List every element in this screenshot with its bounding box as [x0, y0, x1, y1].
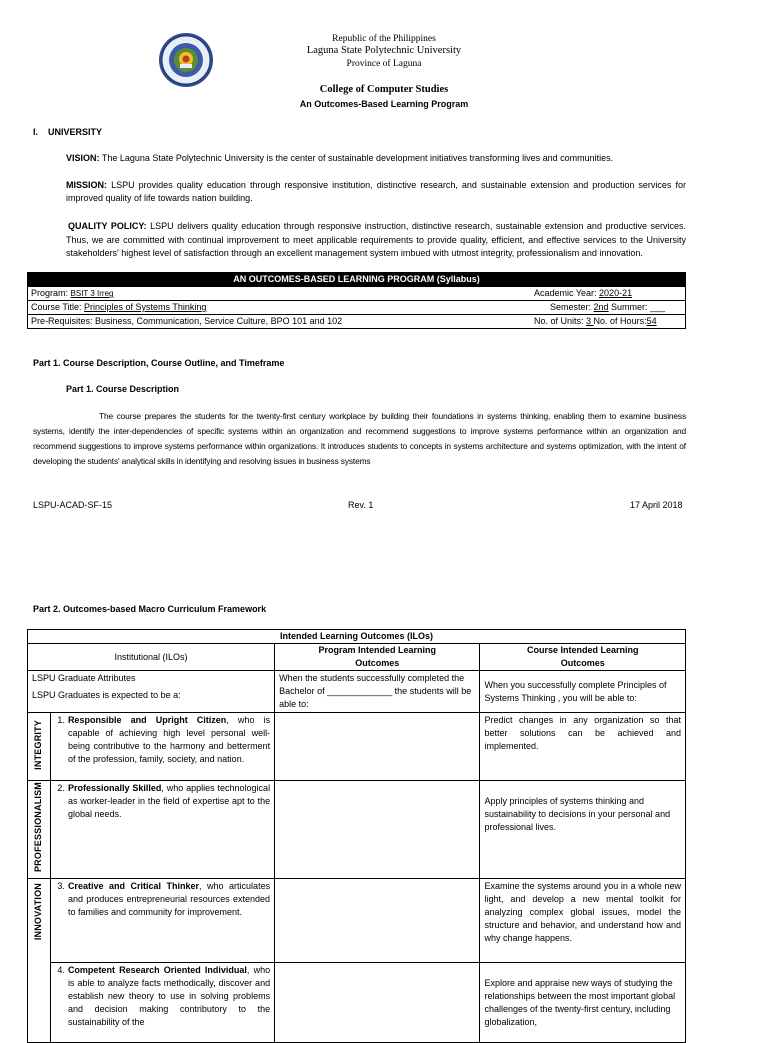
- program-outcome-4: [275, 963, 480, 1043]
- category-professionalism-label: PROFESSIONALISM: [33, 782, 44, 873]
- vision-paragraph: [66, 152, 686, 164]
- part1-subtitle: Part 1. Course Description: [66, 384, 180, 394]
- ilo-table: [27, 629, 686, 1043]
- category-integrity-label: INTEGRITY: [33, 719, 44, 770]
- hours-label: No. of Hours:: [593, 316, 647, 326]
- semester-label: Semester:: [550, 302, 594, 312]
- academic-year-label: Academic Year:: [534, 288, 600, 298]
- header-province: Province of Laguna: [346, 59, 422, 69]
- summer-value: ___: [650, 302, 666, 312]
- item-title: Responsible and Upright Citizen: [67, 715, 227, 725]
- footer-form-code: LSPU-ACAD-SF-15: [33, 500, 113, 510]
- program-outcome-3: [275, 879, 480, 963]
- course-title-label: Course Title:: [31, 302, 85, 312]
- col-program-header: Program Intended Learning Outcomes: [275, 644, 480, 671]
- units-label: No. of Units:: [534, 316, 587, 326]
- academic-year-value: 2020-21: [599, 288, 633, 298]
- course-title-value: Principles of Systems Thinking: [84, 302, 207, 312]
- program-label: Program:: [31, 288, 71, 298]
- item-text: , who is capable of achieving high level personal well-being contributive to the harmony and betterment of the profession, family, society, and nation.: [67, 715, 271, 764]
- program-outcome-1: [275, 713, 480, 781]
- item-text: , who articulates and produces entrepreneurial resources extended to families and community for improvement.: [67, 881, 271, 917]
- semester-value: 2nd: [593, 302, 609, 312]
- mission-paragraph: [66, 179, 686, 205]
- section-university-title: I. UNIVERSITY: [33, 127, 103, 137]
- quality-policy-text: LSPU delivers quality education through responsive instruction, distinctive research, sustainable extension and productive services. Thus, we are committed with continual improvement to meet applicable requirements to provide quality, efficient, and effective services to the University stakeholders' highest level of satisfaction through an excellent management system imbued with utmost integrity, professionalism and innovation.: [66, 221, 686, 258]
- ilo-table-title: Intended Learning Outcomes (ILOs): [28, 630, 686, 644]
- item-title: Creative and Critical Thinker: [67, 881, 200, 891]
- header-line1: Republic of the Philippines: [332, 34, 436, 44]
- prerequisites-cell: Pre-Requisites: Business, Communication, Service Culture, BPO 101 and 102: [28, 315, 535, 329]
- item-text: , who is able to analyze facts methodically, discover and establish new theory to use in solving problems and decision making contributory to the sustainability of the: [67, 965, 271, 1027]
- program-cell: [28, 287, 535, 301]
- syllabus-banner: AN OUTCOMES-BASED LEARNING PROGRAM (Syllabus): [27, 272, 686, 286]
- course-outcome-1: Predict changes in any organization so that better solutions can be achieved and implemented.: [480, 713, 686, 781]
- col-course-header: Course Intended Learning Outcomes: [480, 644, 686, 671]
- semester-cell: [534, 301, 686, 315]
- header-university: Laguna State Polytechnic University: [306, 45, 462, 56]
- footer-date: 17 April 2018: [630, 500, 683, 510]
- course-outcome-2: Apply principles of systems thinking and sustainability to decisions in your personal and professional lives.: [480, 781, 686, 879]
- header-college: College of Computer Studies: [319, 84, 449, 95]
- program-value: BSIT 3 Irreg: [70, 289, 114, 298]
- category-professionalism: [28, 781, 51, 879]
- item-number: 3.: [57, 881, 65, 891]
- category-innovation-label: INNOVATION: [33, 883, 44, 941]
- institutional-item-1: [50, 713, 274, 781]
- item-number: 2.: [57, 783, 65, 793]
- program-outcome-2: [275, 781, 480, 879]
- graduate-attributes-label: LSPU Graduate Attributes: [32, 673, 136, 683]
- graduate-attributes-cell: [28, 671, 275, 713]
- item-text: , who applies technological as worker-leader in the field of expertise apt to the global needs.: [67, 783, 271, 819]
- part2-title: Part 2. Outcomes-based Macro Curriculum Framework: [33, 604, 267, 614]
- mission-text: LSPU provides quality education through responsive institution, distinctive research, and sustainable extension and production services for improved quality of life towards nation building.: [66, 180, 686, 203]
- item-title: Competent Research Oriented Individual: [67, 965, 247, 975]
- program-outcomes-intro: When the students successfully completed the Bachelor of _____________ the students will be able to:: [275, 671, 480, 713]
- course-description: The course prepares the students for the twenty-first century workplace by building their foundations in systems thinking, enabling them to examine business systems, identify the inter-dependencies of specific systems within an organization and recommend suggestions to improve systems performance within an organization and recommend suggestions to improve systems performance within organizations. It introduces students to concepts in systems architecture and systems optimization, with the intent of developing the students' analytical skills in identifying and resolving issues in business systems: [33, 411, 686, 466]
- units-value: 3: [586, 316, 594, 326]
- vision-text: The Laguna State Polytechnic University is the center of sustainable development initiatives transforming lives and communities.: [99, 153, 614, 163]
- graduates-expected-label: LSPU Graduates is expected to be a:: [32, 690, 181, 700]
- item-number: 4.: [57, 965, 65, 975]
- institutional-item-2: [50, 781, 274, 879]
- vision-label: VISION:: [66, 153, 100, 163]
- col-institutional-header: Institutional (ILOs): [28, 644, 275, 671]
- quality-policy-paragraph: [66, 220, 686, 261]
- item-title: Professionally Skilled: [67, 783, 162, 793]
- header-program: An Outcomes-Based Learning Program: [299, 99, 469, 109]
- summer-label: Summer:: [608, 302, 651, 312]
- category-innovation: [28, 879, 51, 1043]
- part1-title: Part 1. Course Description, Course Outline, and Timeframe: [33, 358, 285, 368]
- quality-policy-label: QUALITY POLICY:: [68, 221, 147, 231]
- category-integrity: [28, 713, 51, 781]
- units-hours-cell: [534, 315, 686, 329]
- academic-year-cell: [534, 287, 686, 301]
- course-outcome-4: Explore and appraise new ways of studying the relationships between the most important global challenges of the twenty-first century, including globalization,: [480, 963, 686, 1043]
- institutional-item-3: [50, 879, 274, 963]
- institutional-item-4: [50, 963, 274, 1043]
- course-outcomes-intro: When you successfully complete Principles of Systems Thinking , you will be able to:: [480, 671, 686, 713]
- course-outcome-3: Examine the systems around you in a whole new light, and develop a new mental toolkit for analyzing complex global issues, model the structure and behavior, and understand how and why change happens.: [480, 879, 686, 963]
- syllabus-info-table: [27, 286, 686, 329]
- item-number: 1.: [57, 715, 65, 725]
- hours-value: 54: [646, 316, 657, 326]
- mission-label: MISSION:: [66, 180, 108, 190]
- footer-revision: Rev. 1: [348, 500, 374, 510]
- course-title-cell: [28, 301, 535, 315]
